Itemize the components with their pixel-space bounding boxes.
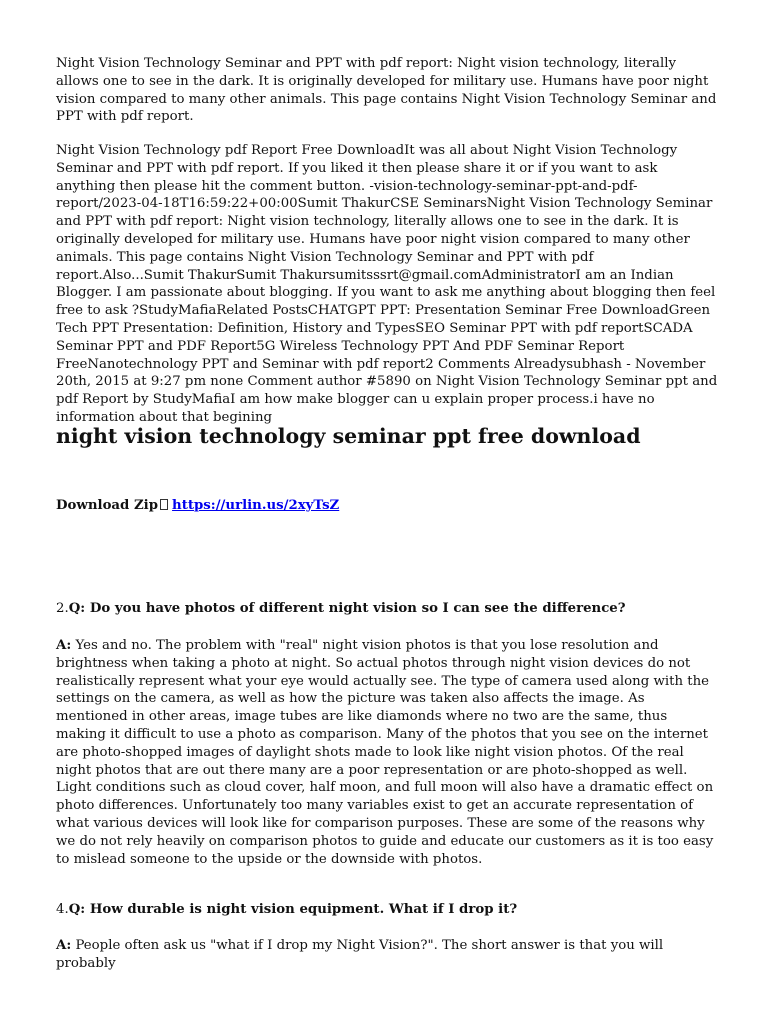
faq-answer: [56, 637, 718, 868]
faq-question: [56, 600, 718, 618]
missing-glyph-icon: [160, 499, 168, 510]
faq-question: [56, 901, 718, 919]
faq-answer: [56, 937, 718, 973]
question-prefix: Q:: [68, 902, 86, 917]
question-number: 2.: [56, 601, 69, 616]
answer-prefix: A:: [56, 638, 72, 653]
download-link[interactable]: https://urlin.us/2xyTsZ: [172, 498, 340, 513]
intro-paragraph: Night Vision Technology Seminar and PPT with pdf report: Night vision technology, literally allows one to see in the dark. It is originally developed for military use. Humans have poor night vision compared to many other animals. This page contains Night Vision Technology Seminar and PPT with pdf report.: [56, 56, 717, 125]
page-heading: night vision technology seminar ppt free download: [56, 424, 641, 448]
question-text: Do you have photos of different night vision so I can see the difference?: [85, 601, 626, 616]
question-prefix: Q:: [68, 601, 86, 616]
question-text: How durable is night vision equipment. What if I drop it?: [85, 902, 518, 917]
download-label: Download Zip: [56, 498, 159, 513]
question-number: 4.: [56, 902, 69, 917]
download-line: [56, 497, 718, 515]
answer-prefix: A:: [56, 938, 72, 953]
body-paragraph: Night Vision Technology pdf Report Free DownloadIt was all about Night Vision Technology Seminar and PPT with pdf report. If you liked it then please share it or if you want to ask anything then please hit the comment button. -vision-technology-seminar-ppt-and-pdf-report/2023-04-18T16:59:22+00:00Sumit ThakurCSE SeminarsNight Vision Technology Seminar and PPT with pdf report: Night vision technology, literally allows one to see in the dark. It is originally developed for military use. Humans have poor night vision compared to many other animals. This page contains Night Vision Technology Seminar and PPT with pdf report.Also...Sumit ThakurSumit Thakursumitsssrt@gmail.comAdministratorI am an Indian Blogger. I am passionate about blogging. If you want to ask me anything about blogging then feel free to ask ?StudyMafiaRelated PostsCHATGPT PPT: Presentation Seminar Free DownloadGreen Tech PPT Presentation: Definition, History and TypesSEO Seminar PPT with pdf reportSCADA Seminar PPT and PDF Report5G Wireless Technology PPT And PDF Seminar Report FreeNanotechnology PPT and Seminar with pdf report2 Comments Alreadysubhash - November 20th, 2015 at 9:27 pm none Comment author #5890 on Night Vision Technology Seminar ppt and pdf Report by StudyMafiaI am how make blogger can u explain proper process.i have no information about that begining: [56, 143, 718, 425]
answer-text: People often ask us "what if I drop my Night Vision?". The short answer is that you will probably: [56, 938, 664, 971]
answer-text: Yes and no. The problem with "real" night vision photos is that you lose resolution and brightness when taking a photo at night. So actual photos through night vision devices do not realistically represent what your eye would actually see. The type of camera used along with the settings on the camera, as well as how the picture was taken also affects the image. As mentioned in other areas, image tubes are like diamonds where no two are the same, thus making it difficult to use a photo as comparison. Many of the photos that you see on the internet are photo-shopped images of daylight shots made to look like night vision photos. Of the real night photos that are out there many are a poor representation or are photo-shopped as well. Light conditions such as cloud cover, half moon, and full moon will also have a dramatic effect on photo differences. Unfortunately too many variables exist to get an accurate representation of what various devices will look like for comparison purposes. These are some of the reasons why we do not rely heavily on comparison photos to guide and educate our customers as it is too easy to mislead someone to the upside or the downside with photos.: [56, 638, 714, 867]
